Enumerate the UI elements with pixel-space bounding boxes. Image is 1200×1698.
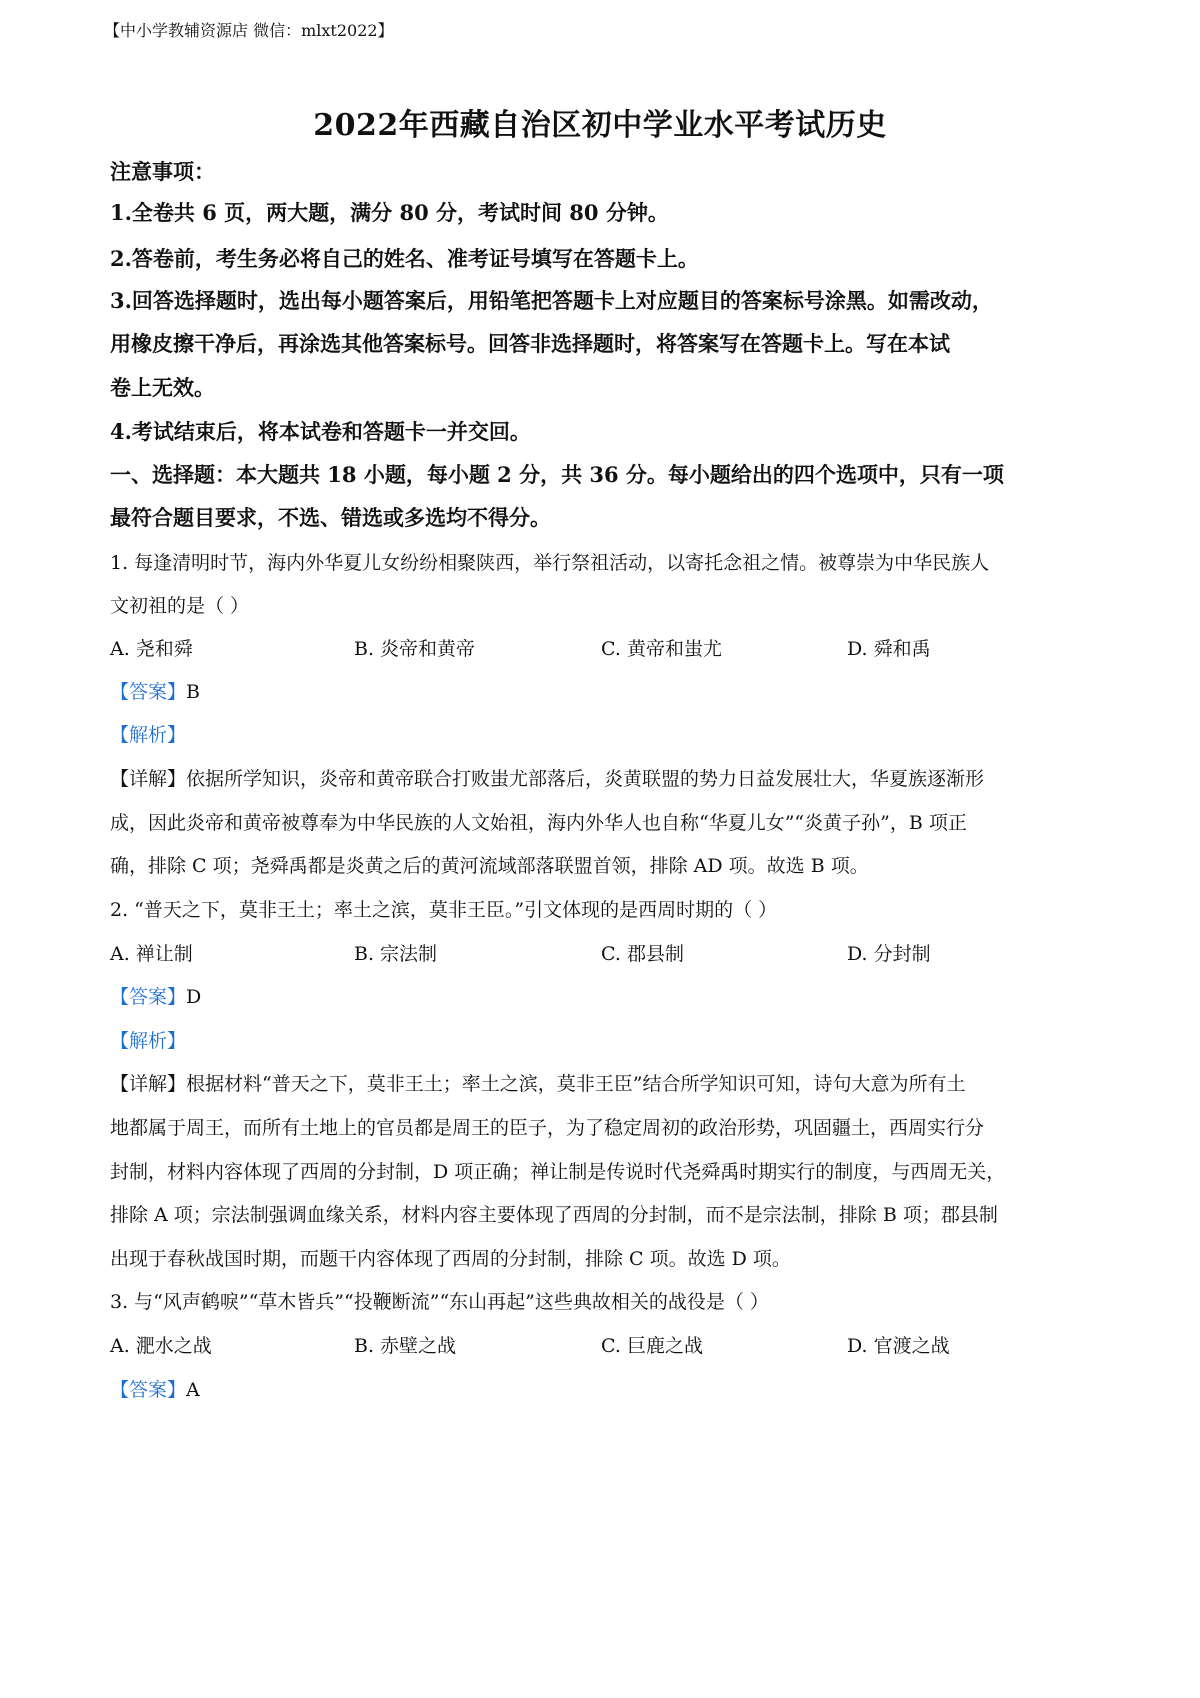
question-3-option-b: B. 赤壁之战 [354,1335,457,1357]
notice-heading: 注意事项： [110,159,215,184]
notice-item-3-line-1: 3.回答选择题时，选出每小题答案后，用铅笔把答题卡上对应题目的答案标号涂黑。如需改动， [110,288,993,313]
watermark: 【中小学教辅资源店 微信：mlxt2022】 [104,21,394,40]
detail-label: 【详解】 [110,768,187,790]
question-1-detail-line-1 [110,764,1100,791]
question-2-option-a: A. 禅让制 [110,943,193,965]
notice-item-3-line-3: 卷上无效。 [110,375,215,400]
question-3-answer [110,1375,1100,1402]
notice-item-1: 1.全卷共 6 页，两大题，满分 80 分，考试时间 80 分钟。 [110,200,669,225]
question-1-analysis [110,720,1100,747]
analysis-label: 【解析】 [110,724,187,746]
answer-label: 【答案】 [110,681,187,703]
question-2-detail-line-2: 地都属于周王，而所有土地上的官员都是周王的臣子，为了稳定周初的政治形势，巩固疆土，西周实行分 [110,1117,985,1139]
answer-value: A [186,1379,200,1401]
question-3-option-d: D. 官渡之战 [847,1335,950,1357]
question-2-option-b: B. 宗法制 [354,943,438,965]
detail-text: 依据所学知识，炎帝和黄帝联合打败蚩尤部落后，炎黄联盟的势力日益发展壮大，华夏族逐渐形 [186,768,985,790]
answer-label: 【答案】 [110,1379,187,1401]
question-1-detail-line-3: 确，排除 C 项；尧舜禹都是炎黄之后的黄河流域部落联盟首领，排除 AD 项。故选 B 项。 [110,855,869,877]
question-1-option-d: D. 舜和禹 [847,638,931,660]
section-heading-line-1: 一、选择题：本大题共 18 小题，每小题 2 分，共 36 分。每小题给出的四个选项中，只有一项 [110,462,1004,487]
question-1-stem-line-1: 1. 每逢清明时节，海内外华夏儿女纷纷相聚陕西，举行祭祖活动，以寄托念祖之情。被尊崇为中华民族人 [110,552,990,574]
question-1-option-b: B. 炎帝和黄帝 [354,638,476,660]
question-2-detail-line-5: 出现于春秋战国时期，而题干内容体现了西周的分封制，排除 C 项。故选 D 项。 [110,1248,791,1270]
question-1-option-a: A. 尧和舜 [110,638,193,660]
question-2-detail-line-4: 排除 A 项；宗法制强调血缘关系，材料内容主要体现了西周的分封制，而不是宗法制，排除 B 项；郡县制 [110,1204,998,1226]
section-heading-line-2: 最符合题目要求，不选、错选或多选均不得分。 [110,505,551,530]
question-2-analysis [110,1026,1100,1053]
question-2-detail-line-3: 封制，材料内容体现了西周的分封制，D 项正确；禅让制是传说时代尧舜禹时期实行的制度，与西周无关， [110,1161,1006,1183]
notice-item-4: 4.考试结束后，将本试卷和答题卡一并交回。 [110,419,531,444]
question-2-detail-line-1 [110,1069,1100,1096]
question-1-stem-line-2: 文初祖的是（ ） [110,595,250,617]
question-2-option-c: C. 郡县制 [601,943,684,965]
question-3-option-c: C. 巨鹿之战 [601,1335,703,1357]
page-title: 2022年西藏自治区初中学业水平考试历史 [313,108,887,143]
question-1-option-c: C. 黄帝和蚩尤 [601,638,722,660]
question-2-option-d: D. 分封制 [847,943,931,965]
answer-value: B [186,681,200,703]
question-1-answer [110,677,1100,704]
question-2-stem: 2. “普天之下，莫非王土；率土之滨，莫非王臣。”引文体现的是西周时期的（ ） [110,899,778,921]
question-2-answer [110,982,1100,1009]
detail-text: 根据材料“普天之下，莫非王土；率土之滨，莫非王臣”结合所学知识可知，诗句大意为所有土 [186,1073,966,1095]
question-1-detail-line-2: 成，因此炎帝和黄帝被尊奉为中华民族的人文始祖，海内外华人也自称“华夏儿女”“炎黄子孙”，B 项正 [110,812,967,834]
answer-label: 【答案】 [110,986,187,1008]
detail-label: 【详解】 [110,1073,187,1095]
notice-item-2: 2.答卷前，考生务必将自己的姓名、准考证号填写在答题卡上。 [110,246,699,271]
question-3-option-a: A. 淝水之战 [110,1335,212,1357]
question-3-stem: 3. 与“风声鹤唳”“草木皆兵”“投鞭断流”“东山再起”这些典故相关的战役是（ ） [110,1291,769,1313]
notice-item-3-line-2: 用橡皮擦干净后，再涂选其他答案标号。回答非选择题时，将答案写在答题卡上。写在本试 [110,331,950,356]
answer-value: D [186,986,202,1008]
analysis-label: 【解析】 [110,1030,187,1052]
